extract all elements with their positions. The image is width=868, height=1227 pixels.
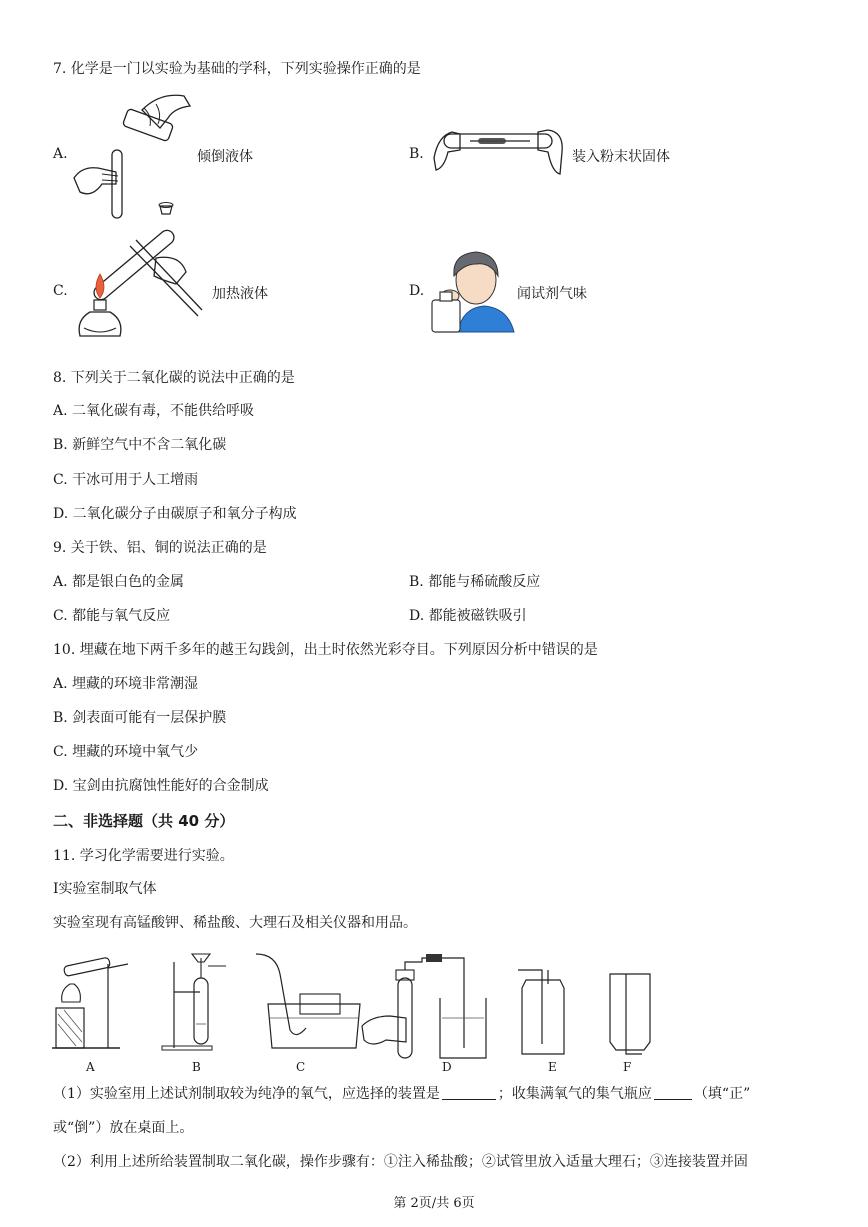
q11-sub1-text-c: （填“正” xyxy=(693,1086,751,1102)
q11-sub1 xyxy=(53,1084,750,1104)
flame-icon xyxy=(96,274,104,298)
q7-option-c-letter: C. xyxy=(53,283,68,299)
q11-part1-title: Ⅰ实验室制取气体 xyxy=(53,881,157,897)
answer-blank-device[interactable] xyxy=(442,1085,496,1100)
apparatus-label-d: D xyxy=(442,1060,452,1074)
q7-option-b-caption: 装入粉末状固体 xyxy=(572,149,670,165)
q8-option-d: D. 二氧化碳分子由碳原子和氧分子构成 xyxy=(53,506,297,522)
q7-option-d-caption: 闻试剂气味 xyxy=(517,286,587,302)
q7-option-a-caption: 倾倒液体 xyxy=(197,149,253,165)
q9-stem: 9. 关于铁、铝、铜的说法正确的是 xyxy=(53,540,267,556)
q11-sub1-cont: 或“倒”）放在桌面上。 xyxy=(53,1120,194,1136)
q11-sub1-text-b: ；收集满氧气的集气瓶应 xyxy=(497,1086,652,1102)
pour-liquid-figure xyxy=(72,88,202,223)
apparatus-label-b: B xyxy=(192,1060,201,1074)
q10-option-a: A. 埋藏的环境非常潮湿 xyxy=(53,676,199,692)
powder-loading-figure xyxy=(430,118,570,188)
q7-option-d-letter: D. xyxy=(409,283,425,299)
q8-option-c: C. 干冰可用于人工增雨 xyxy=(53,472,199,488)
q9-option-d: D. 都能被磁铁吸引 xyxy=(409,608,527,624)
section-heading: 二、非选择题（共 40 分） xyxy=(53,812,235,830)
q9-option-b: B. 都能与稀硫酸反应 xyxy=(409,574,541,590)
apparatus-e xyxy=(518,970,564,1054)
q10-stem: 10. 埋藏在地下两千多年的越王勾践剑，出土时依然光彩夺目。下列原因分析中错误的是 xyxy=(53,642,598,658)
q11-stem: 11. 学习化学需要进行实验。 xyxy=(53,848,234,864)
q8-option-a: A. 二氧化碳有毒，不能供给呼吸 xyxy=(53,403,255,419)
apparatus-d xyxy=(362,954,486,1058)
apparatus-label-e: E xyxy=(548,1060,557,1074)
q8-stem: 8. 下列关于二氧化碳的说法中正确的是 xyxy=(53,370,295,386)
q7-stem: 7. 化学是一门以实验为基础的学科，下列实验操作正确的是 xyxy=(53,61,421,77)
q10-option-b: B. 剑表面可能有一层保护膜 xyxy=(53,710,227,726)
apparatus-b xyxy=(162,954,226,1050)
q10-option-d: D. 宝剑由抗腐蚀性能好的合金制成 xyxy=(53,778,269,794)
smell-reagent-figure xyxy=(428,246,518,336)
q9-option-a: A. 都是银白色的金属 xyxy=(53,574,185,590)
q11-intro: 实验室现有高锰酸钾、稀盐酸、大理石及相关仪器和用品。 xyxy=(53,915,417,931)
apparatus-label-a: A xyxy=(86,1060,95,1074)
apparatus-label-f: F xyxy=(623,1060,632,1074)
q7-option-c-caption: 加热液体 xyxy=(212,286,268,302)
apparatus-c xyxy=(256,954,360,1048)
apparatus-label-c: C xyxy=(296,1060,306,1074)
q9-option-c: C. 都能与氧气反应 xyxy=(53,608,171,624)
apparatus-f xyxy=(610,974,650,1054)
q7-option-b-letter: B. xyxy=(409,146,424,162)
q7-option-a-letter: A. xyxy=(53,146,68,162)
page-number: 第 2页/共 6页 xyxy=(393,1196,475,1211)
q11-sub2: （2）利用上述所给装置制取二氧化碳，操作步骤有：①注入稀盐酸；②试管里放入适量大理石；③连接装置并固 xyxy=(53,1154,748,1170)
q8-option-b: B. 新鲜空气中不含二氧化碳 xyxy=(53,437,227,453)
q11-sub1-text-a: （1）实验室用上述试剂制取较为纯净的氧气，应选择的装置是 xyxy=(53,1086,440,1102)
answer-blank-orientation[interactable] xyxy=(654,1085,692,1100)
apparatus-a xyxy=(52,957,128,1048)
apparatus-figure xyxy=(50,944,690,1078)
q10-option-c: C. 埋藏的环境中氧气少 xyxy=(53,744,199,760)
heating-liquid-figure xyxy=(70,228,210,353)
